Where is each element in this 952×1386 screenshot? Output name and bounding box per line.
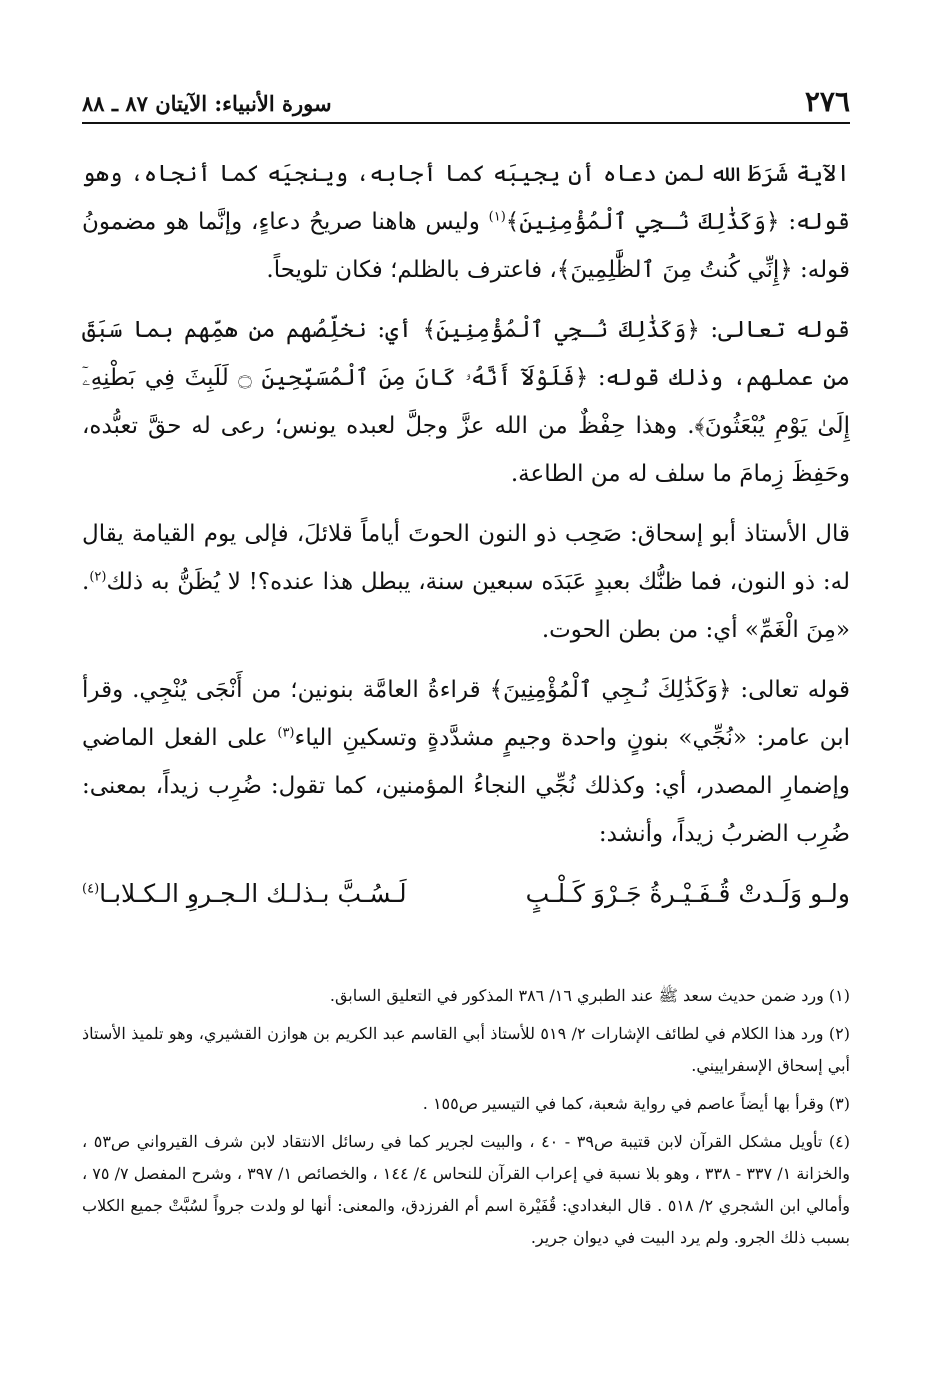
paragraph-text: . «مِنَ الْغَمِّ» أي: من بطن الحوت. xyxy=(82,569,850,643)
poetry-verse xyxy=(82,870,850,918)
paragraph xyxy=(82,510,850,654)
footnote-ref: (١) xyxy=(488,209,506,225)
footnote: (٢) ورد هذا الكلام في لطائف الإشارات ٢/ ٥١٩ للأستاذ أبي القاسم عبد الكريم بن هوازن القشيري، وهو تلميذ الأستاذ أبي إسحاق الإسفراييني. xyxy=(82,1024,850,1075)
verse-second-hemistich: لَـسُـبَّ بـذلـك الـجـروِ الـكـلابـا xyxy=(99,879,407,908)
page-header xyxy=(82,82,850,124)
paragraph-text: على الفعل الماضي وإضمارِ المصدر، أي: وكذلك نُجِّي النجاءُ المؤمنين، كما تقول: ضُرِب زيداً، بمعنى: ضُرِب الضربُ زيداً، وأنشد: xyxy=(82,725,850,847)
paragraph-text: قوله تعالى: ﴿وَكَذَٰلِكَ نُـجِي ٱلْمُؤْمِنِينَ﴾ أي: نخلِّصُهم من همِّهم بما سَبَقَ من عملهم، وذلك قوله: ﴿فَلَوْلَآ أَنَّهُۥ كَانَ مِنَ ٱلْمُسَبِّحِينَ ۝ لَلَبِثَ فِي بَطْنِهِۦٓ إِلَىٰ يَوْمِ يُبْعَثُونَ﴾. وهذا حِفْظٌ من الله عزَّ وجلَّ لعبده يونس؛ رعى له حقَّ تعبُّده، وحَفِظَ زِمامَ ما سلف له من الطاعة. xyxy=(82,317,850,487)
page-number: ٢٧٦ xyxy=(804,85,850,118)
main-text xyxy=(82,150,850,918)
footnote-ref: (٢) xyxy=(89,569,107,585)
paragraph-text: الآية شَرَطَ الله لمن دعاه أن يجيبَه كما أجابه، وينجيَه كما أنجاه، وهو قوله: ﴿وَكَذَٰلِكَ نُـجِي ٱلْمُؤْمِنِينَ﴾ xyxy=(82,161,850,235)
paragraph-text: وليس هاهنا صريحُ دعاءٍ، وإنَّما هو مضمونُ قوله: ﴿إِنِّي كُنتُ مِنَ ٱلظَّٰلِمِينَ﴾، فاعترف بالظلم؛ فكان تلويحاً. xyxy=(82,209,850,283)
footnote-ref: (٣) xyxy=(277,725,295,741)
paragraph xyxy=(82,666,850,858)
paragraph xyxy=(82,150,850,294)
footnote: (١) ورد ضمن حديث سعد ﷺ عند الطبري ١٦/ ٣٨٦ المذكور في التعليق السابق. xyxy=(329,986,850,1005)
verse-second-hemistich-wrap xyxy=(82,870,407,918)
paragraph xyxy=(82,306,850,498)
footnote-ref: (٤) xyxy=(82,881,100,897)
footnote: (٣) وقرأ بها أيضاً عاصم في رواية شعبة، كما في التيسير ص١٥٥ . xyxy=(422,1094,850,1113)
verse-first-hemistich: ولـو وَلَـدتْ قُـفَـيْـرةُ جَـرْوَ كَـلْـبٍ xyxy=(525,879,850,908)
footnote: (٤) تأويل مشكل القرآن لابن قتيبة ص٣٩ - ٤٠ ، والبيت لجرير كما في رسائل الانتقاد لابن شرف القيرواني ص٥٣ ، والخزانة ١/ ٣٣٧ - ٣٣٨ ، وهو بلا نسبة في إعراب القرآن للنحاس ٤/ ١٤٤ ، والخصائص ١/ ٣٩٧ ، وشرح المفصل ٧/ ٧٥ ، وأمالي ابن الشجري ٢/ ٥١٨ . قال البغدادي: قُفَيْرة اسم أم الفرزدق، والمعنى: أنها لو ولدت جرواً لسُبَّتْ جميع الكلاب بسبب ذلك الجرو. ولم يرد البيت في ديوان جرير. xyxy=(82,1132,851,1247)
running-title: سورة الأنبياء: الآيتان ٨٧ ـ ٨٨ xyxy=(82,91,332,116)
paragraph-text: قوله تعالى: ﴿وَكَذَٰلِكَ نُـجِي ٱلْمُؤْمِنِينَ﴾ قراءةُ العامَّة بنونين؛ من أَنْجَى يُنْجِي. وقرأ ابن عامر: «نُجِّي» بنونٍ واحدة وجيمٍ مشدَّدةٍ وتسكينِ الياء xyxy=(82,677,850,751)
paragraph-text: قال الأستاذ أبو إسحاق: صَحِب ذو النون الحوتَ أياماً قلائلَ، فإلى يوم القيامة يقال له: ذو النون، فما ظنُّك بعبدٍ عَبَدَه سبعين سنة، يبطل هذا عنده؟! لا يُظَنُّ به ذلك xyxy=(82,521,850,595)
footnotes xyxy=(82,980,850,1260)
